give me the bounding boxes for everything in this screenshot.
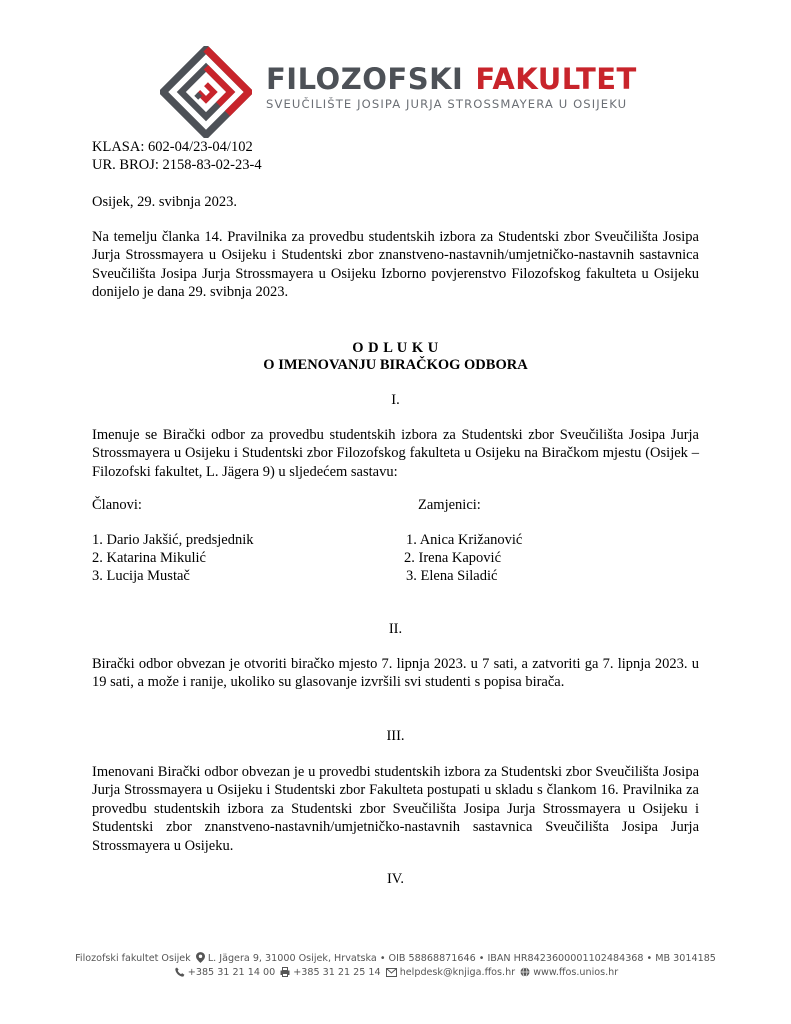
footer-name: Filozofski fakultet Osijek — [75, 953, 191, 964]
section-3-number: III. — [386, 728, 405, 744]
footer-email[interactable]: helpdesk@knjiga.ffos.hr — [399, 967, 516, 978]
section-2-number: II. — [388, 621, 403, 637]
decision-title: O D L U K U — [352, 340, 439, 356]
faculty-name — [266, 62, 637, 96]
location-icon — [196, 952, 205, 963]
deputy-1: 1. Anica Križanović — [406, 532, 523, 548]
member-3: 3. Lucija Mustač — [92, 568, 190, 584]
footer-address: L. Jägera 9, 31000 Osijek, Hrvatska • OIB 58868871646 • IBAN HR8423600001102484368 • MB 3014185 — [207, 953, 716, 964]
globe-icon — [520, 967, 530, 977]
section-3-text: Imenovani Birački odbor obvezan je u provedbi studentskih izbora za Studentski zbor Sveučilišta Josipa Jurja Strossmayera u Osijeku i Studentski zbor Fakulteta postupati u skladu s člankom 16. Pravilnika za provedbu studentskih izbora za Studentski zbor Sveučilišta Josipa Jurja Strossmayera u Osijeku i Studentski zbor znanstveno-nastavnih/umjetničko-nastavnih sastavnica Sveučilišta Josipa Jurja Strossmayera u Osijeku. — [92, 764, 699, 854]
member-2: 2. Katarina Mikulić — [92, 550, 206, 566]
footer-fax: +385 31 21 25 14 — [293, 967, 381, 978]
member-1: 1. Dario Jakšić, predsjednik — [92, 532, 254, 548]
footer-web[interactable]: www.ffos.unios.hr — [533, 967, 619, 978]
section-1-text: Imenuje se Birački odbor za provedbu studentskih izbora za Studentski zbor Sveučilišta Josipa Jurja Strossmayera u Osijeku i Studentski zbor Filozofskog fakulteta u Osijeku na Biračkom mjestu (Osijek – Filozofski fakultet, L. Jägera 9) u sljedećem sastavu: — [92, 427, 699, 480]
place-date: Osijek, 29. svibnja 2023. — [92, 194, 237, 210]
deputy-2: 2. Irena Kapović — [404, 550, 502, 566]
faculty-name-part1: FILOZOFSKI — [266, 62, 464, 96]
intro-paragraph: Na temelju članka 14. Pravilnika za provedbu studentskih izbora za Studentski zbor Sveučilišta Josipa Jurja Strossmayera u Osijeku i Studentski zbor znanstveno-nastavnih/umjetničko-nastavnih sastavnica Sveučilišta Josipa Jurja Strossmayera u Osijeku Izborno povjerenstvo Filozofskog fakulteta u Osijeku donijelo je dana 29. svibnja 2023. — [92, 229, 699, 301]
members-label: Članovi: — [92, 497, 142, 513]
decision-subtitle: O IMENOVANJU BIRAČKOG ODBORA — [263, 357, 528, 373]
footer-line-2 — [0, 967, 791, 978]
fax-icon — [280, 967, 290, 977]
deputy-3: 3. Elena Siladić — [406, 568, 498, 584]
ur-broj: UR. BROJ: 2158-83-02-23-4 — [92, 157, 262, 173]
deputies-label: Zamjenici: — [418, 497, 481, 513]
section-1-number: I. — [391, 392, 400, 408]
email-icon — [386, 968, 397, 977]
footer-line-1 — [0, 952, 791, 964]
faculty-name-part2: FAKULTET — [475, 62, 637, 96]
footer-phone: +385 31 21 14 00 — [187, 967, 276, 978]
section-4-number: IV. — [386, 871, 405, 887]
university-name: SVEUČILIŠTE JOSIPA JURJA STROSSMAYERA U OSIJEKU — [266, 97, 628, 111]
klasa: KLASA: 602-04/23-04/102 — [92, 139, 253, 155]
faculty-logo-icon — [160, 46, 252, 138]
phone-icon — [175, 967, 185, 977]
section-2-text: Birački odbor obvezan je otvoriti biračko mjesto 7. lipnja 2023. u 7 sati, a zatvoriti ga 7. lipnja 2023. u 19 sati, a može i ranije, ukoliko su glasovanje izvršili svi studenti s popisa birača. — [92, 656, 699, 691]
